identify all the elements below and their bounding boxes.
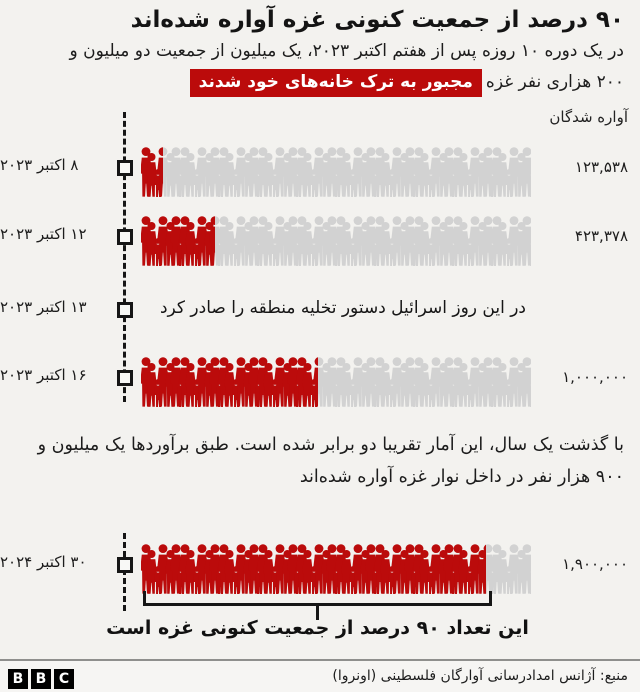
mid-note: با گذشت یک سال، این آمار تقریبا دو برابر شده است. طبق برآوردها یک میلیون و ۹۰۰ هزار نفر در داخل نوار غزه آواره شده‌اند <box>37 435 624 488</box>
crowd-pictogram <box>141 347 531 409</box>
row-value: ۱,۹۰۰,۰۰۰ <box>562 555 628 573</box>
page-title: ۹۰ درصد از جمعیت کنونی غزه آواره شده‌اند <box>130 7 624 33</box>
footer <box>0 659 640 692</box>
timeline-marker <box>117 302 133 318</box>
crowd-wrap <box>0 347 640 409</box>
crowd-total <box>141 147 531 197</box>
subtitle-line1: در یک دوره ۱۰ روزه پس از هفتم اکتبر ۲۰۲۳، یک میلیون از جمعیت دو میلیون و <box>69 41 624 61</box>
source-text: منبع: آژانس امدادرسانی آوارگان فلسطینی (اونروا) <box>332 668 628 684</box>
row-value: ۱,۰۰۰,۰۰۰ <box>562 368 628 386</box>
crowd-pictogram <box>141 534 531 596</box>
legend-displaced-label: آواره شدگان <box>549 108 628 126</box>
row-value: ۴۲۳,۳۷۸ <box>574 227 628 245</box>
crowd-wrap <box>0 137 640 199</box>
row-date: ۱۳ اکتبر ۲۰۲۳ <box>0 298 87 316</box>
bbc-logo <box>8 669 74 689</box>
bracket-tick-left <box>143 591 146 605</box>
row-date: ۱۲ اکتبر ۲۰۲۳ <box>0 225 87 243</box>
row-value: ۱۲۳,۵۳۸ <box>574 158 628 176</box>
bracket-tick-right <box>489 591 492 605</box>
crowd-displaced <box>141 544 531 594</box>
bbc-logo-block: C <box>54 669 74 689</box>
bbc-logo-block: B <box>31 669 51 689</box>
crowd-pictogram <box>141 206 531 268</box>
row-date: ۸ اکتبر ۲۰۲۳ <box>0 156 79 174</box>
row-date: ۱۶ اکتبر ۲۰۲۳ <box>0 366 87 384</box>
subtitle-line2 <box>16 69 624 97</box>
bbc-logo-block: B <box>8 669 28 689</box>
subtitle-line2-text: ۲۰۰ هزاری نفر غزه <box>485 72 624 92</box>
crowd-wrap <box>0 534 640 596</box>
subtitle-highlight: مجبور به ترک خانه‌های خود شدند <box>190 69 482 97</box>
row-date: ۳۰ اکتبر ۲۰۲۴ <box>0 553 87 571</box>
crowd-pictogram <box>141 137 531 199</box>
row-annotation: در این روز اسرائیل دستور تخلیه منطقه را صادر کرد <box>159 298 526 318</box>
crowd-wrap <box>0 206 640 268</box>
bracket-label: این تعداد ۹۰ درصد از جمعیت کنونی غزه است <box>106 617 529 639</box>
